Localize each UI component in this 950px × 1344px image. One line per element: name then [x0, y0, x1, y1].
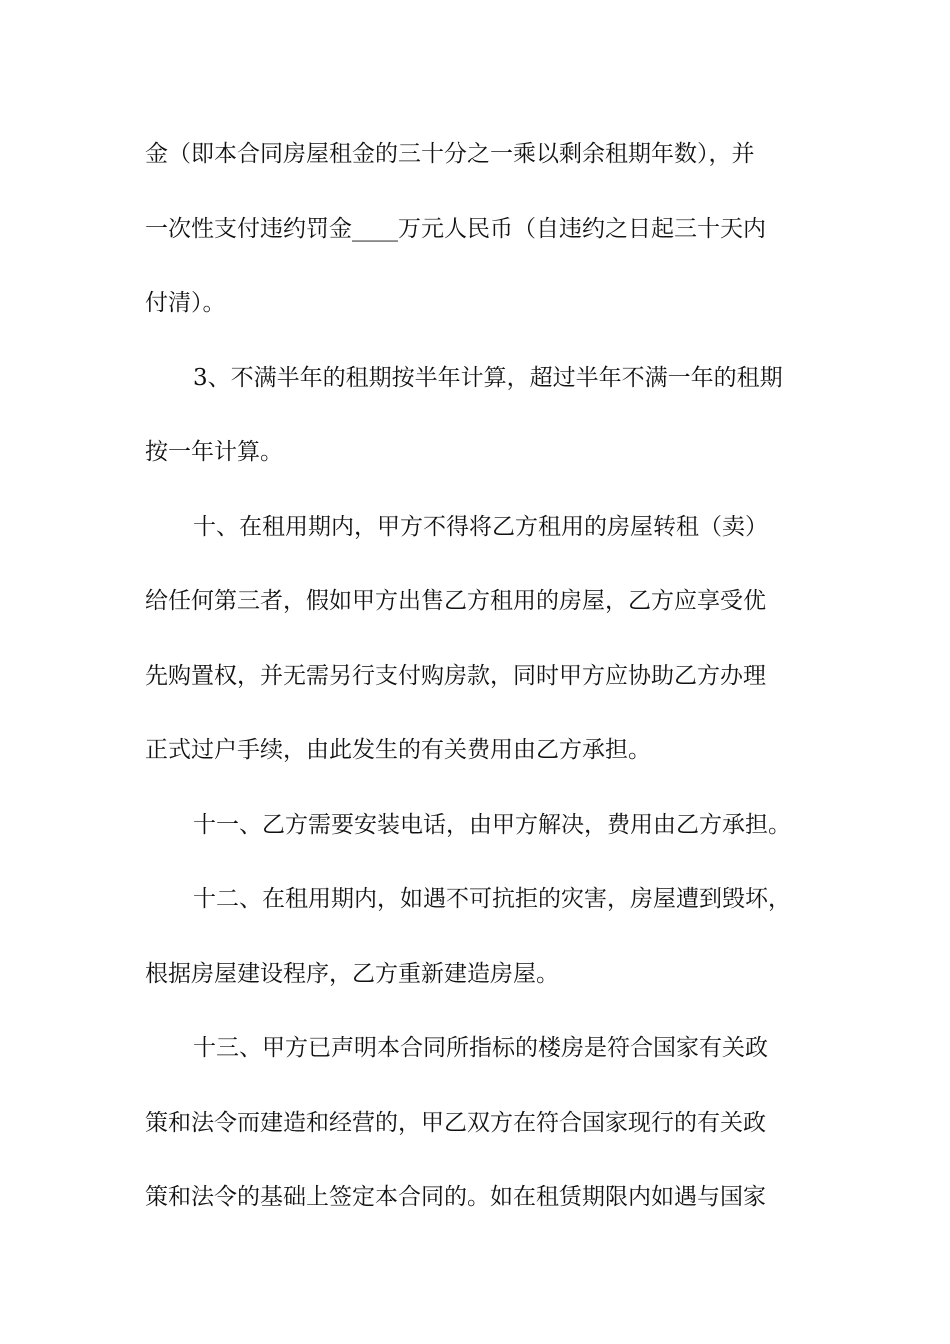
text-line-8: 先购置权，并无需另行支付购房款，同时甲方应协助乙方办理: [145, 662, 766, 689]
text-line-14: 策和法令而建造和经营的，甲乙双方在符合国家现行的有关政: [145, 1109, 766, 1136]
text-line-5: 按一年计算。: [145, 439, 283, 465]
text-line-1: 金（即本合同房屋租金的三十分之一乘以剩余租期年数），并: [145, 141, 755, 167]
text-line-13: 十三、甲方已声明本合同所指标的楼房是符合国家有关政: [193, 1035, 768, 1061]
document-body: [145, 128, 810, 1246]
text-line-6: 十、在租用期内，甲方不得将乙方租用的房屋转租（卖）: [193, 513, 768, 540]
text-line-4: 3、不满半年的租期按半年计算，超过半年不满一年的租期: [193, 364, 783, 391]
text-line-2: 一次性支付违约罚金____万元人民币（自违约之日起三十天内: [145, 215, 766, 242]
text-line-3: 付清）。: [145, 290, 226, 316]
text-line-7: 给任何第三者，假如甲方出售乙方租用的房屋，乙方应享受优: [145, 588, 766, 614]
text-line-12: 根据房屋建设程序，乙方重新建造房屋。: [145, 960, 559, 987]
text-line-11: 十二、在租用期内，如遇不可抗拒的灾害，房屋遭到毁坏，: [193, 886, 791, 912]
text-line-9: 正式过户手续，由此发生的有关费用由乙方承担。: [145, 737, 651, 763]
text-line-10: 十一、乙方需要安装电话，由甲方解决，费用由乙方承担。: [193, 811, 791, 838]
text-line-15: 策和法令的基础上签定本合同的。如在租赁期限内如遇与国家: [145, 1184, 766, 1210]
